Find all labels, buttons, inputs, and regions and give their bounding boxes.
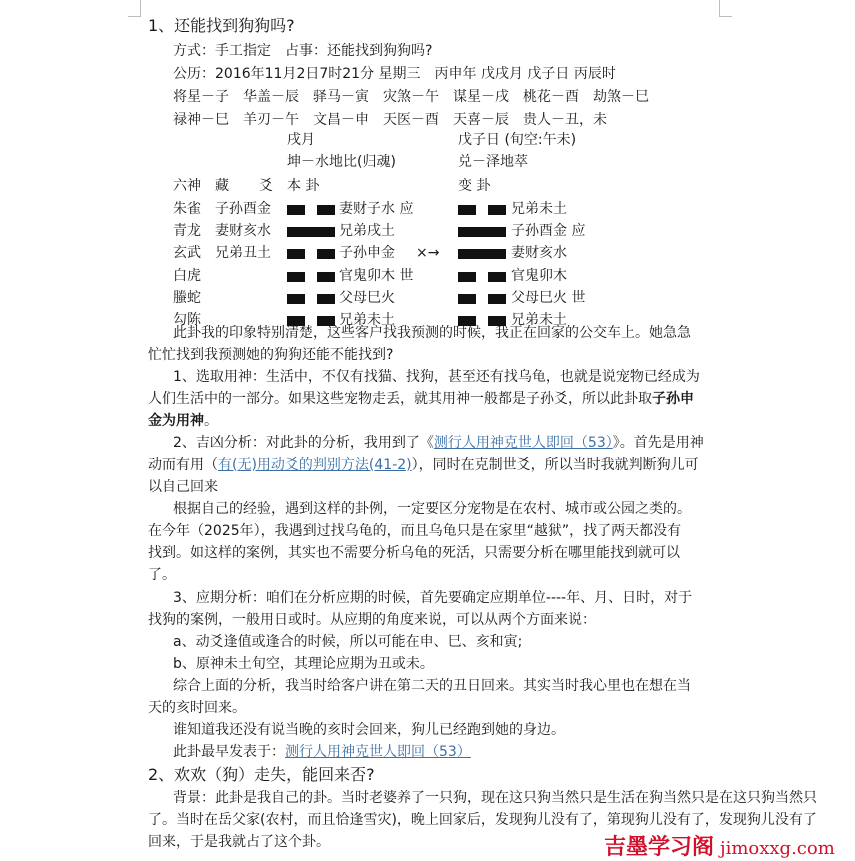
gua-change-name: 兑－泽地萃	[458, 154, 528, 170]
yin-line-segment	[287, 294, 305, 304]
row-liushen: 白虎	[173, 268, 201, 284]
row-main-label: 父母巳火	[339, 290, 395, 306]
page-corner-mark-left	[128, 0, 141, 17]
article-link-53[interactable]: 测行人用神克世人即回（53）	[433, 435, 613, 451]
text-run: 动而有用（	[148, 457, 218, 473]
row-change-label: 子孙酉金 应	[511, 223, 586, 239]
first-published-link[interactable]: 测行人用神克世人即回（53）	[285, 744, 471, 760]
paragraph: 1、选取用神：生活中，不仅有找猫、找狗，甚至还有找乌龟，也就是说宠物已经成为	[173, 369, 700, 385]
section-heading-2: 2、欢欢（狗）走失，能回来否?	[148, 765, 375, 784]
paragraph: 了。当时在岳父家(农村，而且恰逢雪灾)，晚上回家后，发现狗儿没有了，第现狗儿没有了，发现狗儿没有了	[148, 812, 817, 828]
row-liushen: 勾陈	[173, 312, 201, 328]
main-yao-line	[287, 272, 335, 282]
row-cang: 妻财亥水	[215, 223, 271, 239]
paragraph: 谁知道我还没有说当晚的亥时会回来，狗儿已经跑到她的身边。	[173, 722, 565, 738]
yang-line-segment	[458, 249, 506, 259]
row-change-label: 兄弟未土	[511, 201, 567, 217]
row-cang: 兄弟丑土	[215, 245, 271, 261]
yang-line-segment	[287, 227, 335, 237]
yin-line-segment	[317, 272, 335, 282]
bold-text: 金为用神	[148, 413, 204, 429]
row-cang: 子孙酉金	[215, 201, 271, 217]
header-liushen: 六神	[173, 178, 201, 194]
paragraph: 根据自己的经验，遇到这样的卦例，一定要区分宠物是在农村、城市或公园之类的。	[173, 501, 691, 517]
main-yao-line	[287, 227, 335, 237]
paragraph: 综合上面的分析，我当时给客户讲在第二天的丑日回来。其实当时我心里也在想在当	[173, 678, 691, 694]
text-run: 》。首先是用神	[612, 435, 704, 451]
paragraph: b、原神未土旬空，其理论应期为丑或未。	[173, 656, 434, 672]
row-moving-mark: ×→	[416, 245, 440, 261]
row-main-label: 兄弟戌土	[339, 223, 395, 239]
change-yao-line	[458, 249, 506, 259]
meta-method: 方式：手工指定 占事：还能找到狗狗吗?	[173, 43, 433, 59]
yin-line-segment	[317, 294, 335, 304]
yin-line-segment	[458, 294, 476, 304]
row-liushen: 朱雀	[173, 201, 201, 217]
row-liushen: 螣蛇	[173, 290, 201, 306]
row-main-label: 官鬼卯木 世	[339, 268, 414, 284]
yin-line-segment	[317, 249, 335, 259]
header-ben-gua: 本 卦	[287, 178, 320, 194]
paragraph	[148, 412, 218, 431]
text-run: 此卦最早发表于：	[173, 744, 285, 760]
paragraph: 此卦我的印象特别清楚，这些客户找我预测的时候，我正在回家的公交车上。她急急	[173, 325, 691, 341]
row-liushen: 玄武	[173, 245, 201, 261]
paragraph: a、动爻逢值或逢合的时候，所以可能在申、巳、亥和寅;	[173, 634, 523, 650]
paragraph	[148, 390, 694, 409]
row-change-label: 父母巳火 世	[511, 290, 586, 306]
yin-line-segment	[287, 205, 305, 215]
yin-line-segment	[317, 205, 335, 215]
text-run: ），同时在克制世爻，所以当时我就判断狗儿可	[411, 457, 699, 473]
main-yao-line	[287, 294, 335, 304]
meta-day: 戊子日 (旬空:午未)	[458, 132, 577, 148]
bold-text: 子孙申	[652, 391, 694, 407]
site-watermark	[604, 830, 855, 861]
paragraph: 找到。如这样的案例，其实也不需要分析乌龟的死活，只需要分析在哪里能找到就可以	[148, 545, 680, 561]
paragraph: 天的亥时回来。	[148, 700, 246, 716]
yin-line-segment	[488, 272, 506, 282]
paragraph: 了。	[148, 567, 176, 583]
paragraph: 在今年（2025年），我遇到过找乌龟的，而且乌龟只是在家里“越狱”，找了两天都没有	[148, 523, 682, 539]
text-run: 人们生活中的一部分。如果这些宠物走丢，就其用神一般都是子孙爻，所以此卦取	[148, 391, 652, 407]
gua-main-name: 坤－水地比(归魂)	[287, 154, 396, 170]
yang-line-segment	[458, 227, 506, 237]
yin-line-segment	[287, 272, 305, 282]
meta-date: 公历：2016年11月2日7时21分 星期三 丙申年 戊戌月 戊子日 丙辰时	[173, 66, 616, 82]
watermark-cn: 吉墨学习阁	[604, 834, 715, 860]
paragraph: 3、应期分析：咱们在分析应期的时候，首先要确定应期单位----年、月、日时，对于	[173, 590, 693, 606]
header-cang: 藏	[215, 178, 229, 194]
row-liushen: 青龙	[173, 223, 201, 239]
yin-line-segment	[458, 272, 476, 282]
main-yao-line	[287, 249, 335, 259]
main-yao-line	[287, 205, 335, 215]
paragraph: 回来，于是我就占了这个卦。	[148, 834, 330, 850]
row-change-label: 官鬼卯木	[511, 268, 567, 284]
paragraph	[173, 434, 704, 453]
row-change-label: 兄弟未土	[511, 312, 567, 328]
header-bian-gua: 变 卦	[458, 178, 491, 194]
paragraph: 背景：此卦是我自己的卦。当时老婆养了一只狗，现在这只狗当然只是生活在狗当然只是在这只狗当然只	[173, 790, 817, 806]
meta-stars-2: 禄神－巳 羊刃－午 文昌－申 天医－酉 天喜－辰 贵人－丑，未	[173, 112, 607, 128]
meta-month: 戌月	[287, 132, 315, 148]
yin-line-segment	[488, 294, 506, 304]
row-change-label: 妻财亥水	[511, 245, 567, 261]
change-yao-line	[458, 227, 506, 237]
watermark-en: jimoxxg.com	[720, 838, 835, 859]
header-yao: 爻	[259, 178, 273, 194]
meta-stars-1: 将星－子 华盖－辰 驿马－寅 灾煞－午 谋星－戌 桃花－酉 劫煞－巳	[173, 89, 649, 105]
page-corner-mark-right	[719, 0, 732, 17]
text-run: 2、吉凶分析：对此卦的分析，我用到了《	[173, 435, 434, 451]
paragraph	[173, 743, 471, 762]
yin-line-segment	[458, 205, 476, 215]
text-run: 。	[204, 413, 218, 429]
yin-line-segment	[287, 249, 305, 259]
paragraph: 以自己回来	[148, 479, 218, 495]
row-main-label: 子孙申金	[339, 245, 395, 261]
paragraph: 忙忙找到我预测她的狗狗还能不能找到?	[148, 347, 394, 363]
row-main-label: 兄弟未土	[339, 312, 395, 328]
paragraph	[148, 456, 699, 475]
section-heading-1: 1、还能找到狗狗吗?	[148, 16, 295, 35]
article-link-41-2[interactable]: 有(无)用动爻的判别方法(41-2)	[218, 457, 412, 473]
change-yao-line	[458, 294, 506, 304]
change-yao-line	[458, 205, 506, 215]
row-main-label: 妻财子水 应	[339, 201, 414, 217]
yin-line-segment	[488, 205, 506, 215]
change-yao-line	[458, 272, 506, 282]
paragraph: 找狗的案例，一般用日或时。从应期的角度来说，可以从两个方面来说：	[148, 612, 596, 628]
